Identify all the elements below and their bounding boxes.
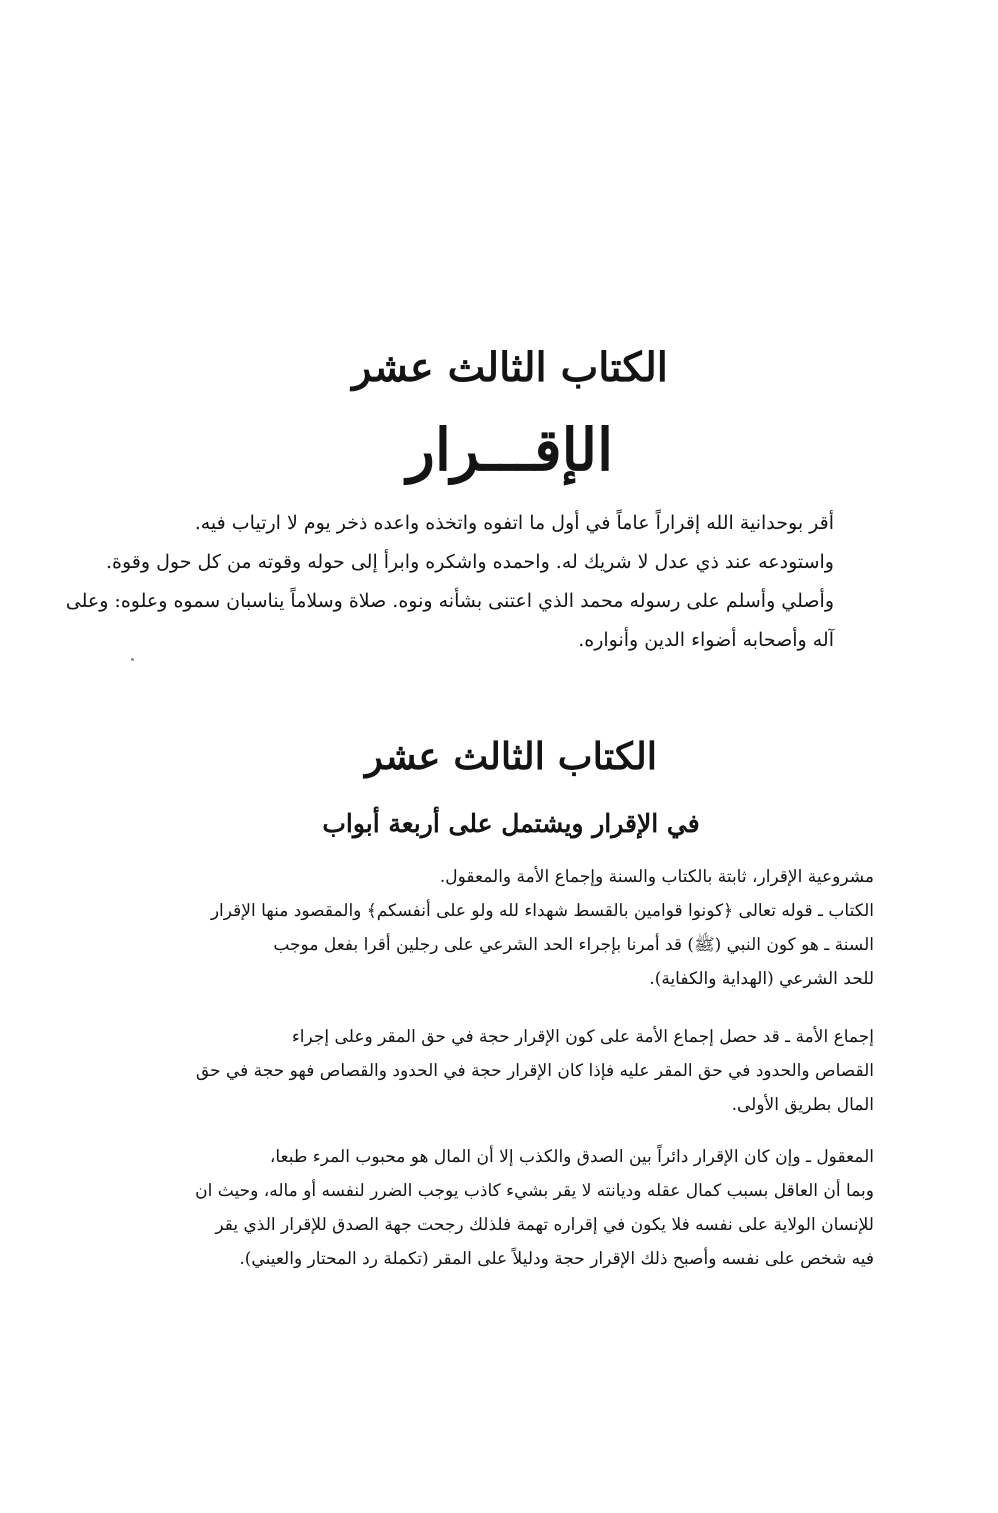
book-title: الكتاب الثالث عشر [352,344,668,391]
book-subtitle: الإقـــرار [406,416,614,484]
text-line: إجماع الأمة ـ قد حصل إجماع الأمة على كون الإقرار حجة في حق المقر وعلى إجراء [291,1027,874,1047]
stray-dot-mark [131,658,134,661]
chapter-subheading: في الإقرار ويشتمل على أربعة أبواب [322,809,700,838]
intro-paragraph [65,504,834,660]
text-line: وبما أن العاقل بسبب كمال عقله وديانته لا يقر بشيء كاذب يوجب الضرر لنفسه أو ماله، وحيث ان [195,1181,874,1201]
intro-line: آله وأصحابه أضواء الدين وأنواره. [578,629,834,651]
text-line: للإنسان الولاية على نفسه فلا يكون في إقراره تهمة فلذلك رجحت جهة الصدق للإقرار الذي يقر [215,1215,874,1235]
text-line: للحد الشرعي (الهداية والكفاية). [649,969,874,989]
intro-line: وأصلي وأسلم على رسوله محمد الذي اعتنى بشأنه ونوه. صلاة وسلاماً يناسبان سموه وعلوه: وعلى [65,590,834,612]
intro-line: واستودعه عند ذي عدل لا شريك له. واحمده واشكره وابرأ إلى حوله وقوته من كل حول وقوة. [105,551,834,573]
text-line: المال بطريق الأولى. [731,1095,874,1115]
reason-section [122,1140,874,1276]
text-line: فيه شخص على نفسه وأصبح ذلك الإقرار حجة ودليلاً على المقر (تكملة رد المحتار والعيني). [239,1249,874,1269]
legitimacy-section [122,860,874,996]
text-line: مشروعية الإقرار، ثابتة بالكتاب والسنة وإجماع الأمة والمعقول. [439,867,874,887]
consensus-section [122,1020,874,1122]
text-line: الكتاب ـ قوله تعالى ﴿كونوا قوامين بالقسط شهداء لله ولو على أنفسكم﴾ والمقصود منها الإقرار [210,901,874,921]
text-line: القصاص والحدود في حق المقر عليه فإذا كان الإقرار حجة في الحدود والقصاص فهو حجة في حق [195,1061,874,1081]
intro-line: أقر بوحدانية الله إقراراً عاماً في أول ما اتفوه واتخذه واعده ذخر يوم لا ارتياب فيه. [194,512,834,534]
chapter-heading: الكتاب الثالث عشر [364,734,658,778]
text-line: السنة ـ هو كون النبي (ﷺ) قد أمرنا بإجراء الحد الشرعي على رجلين أقرا بفعل موجب [273,935,874,955]
text-line: المعقول ـ وإن كان الإقرار دائراً بين الصدق والكذب إلا أن المال هو محبوب المرء طبعا، [269,1147,874,1167]
